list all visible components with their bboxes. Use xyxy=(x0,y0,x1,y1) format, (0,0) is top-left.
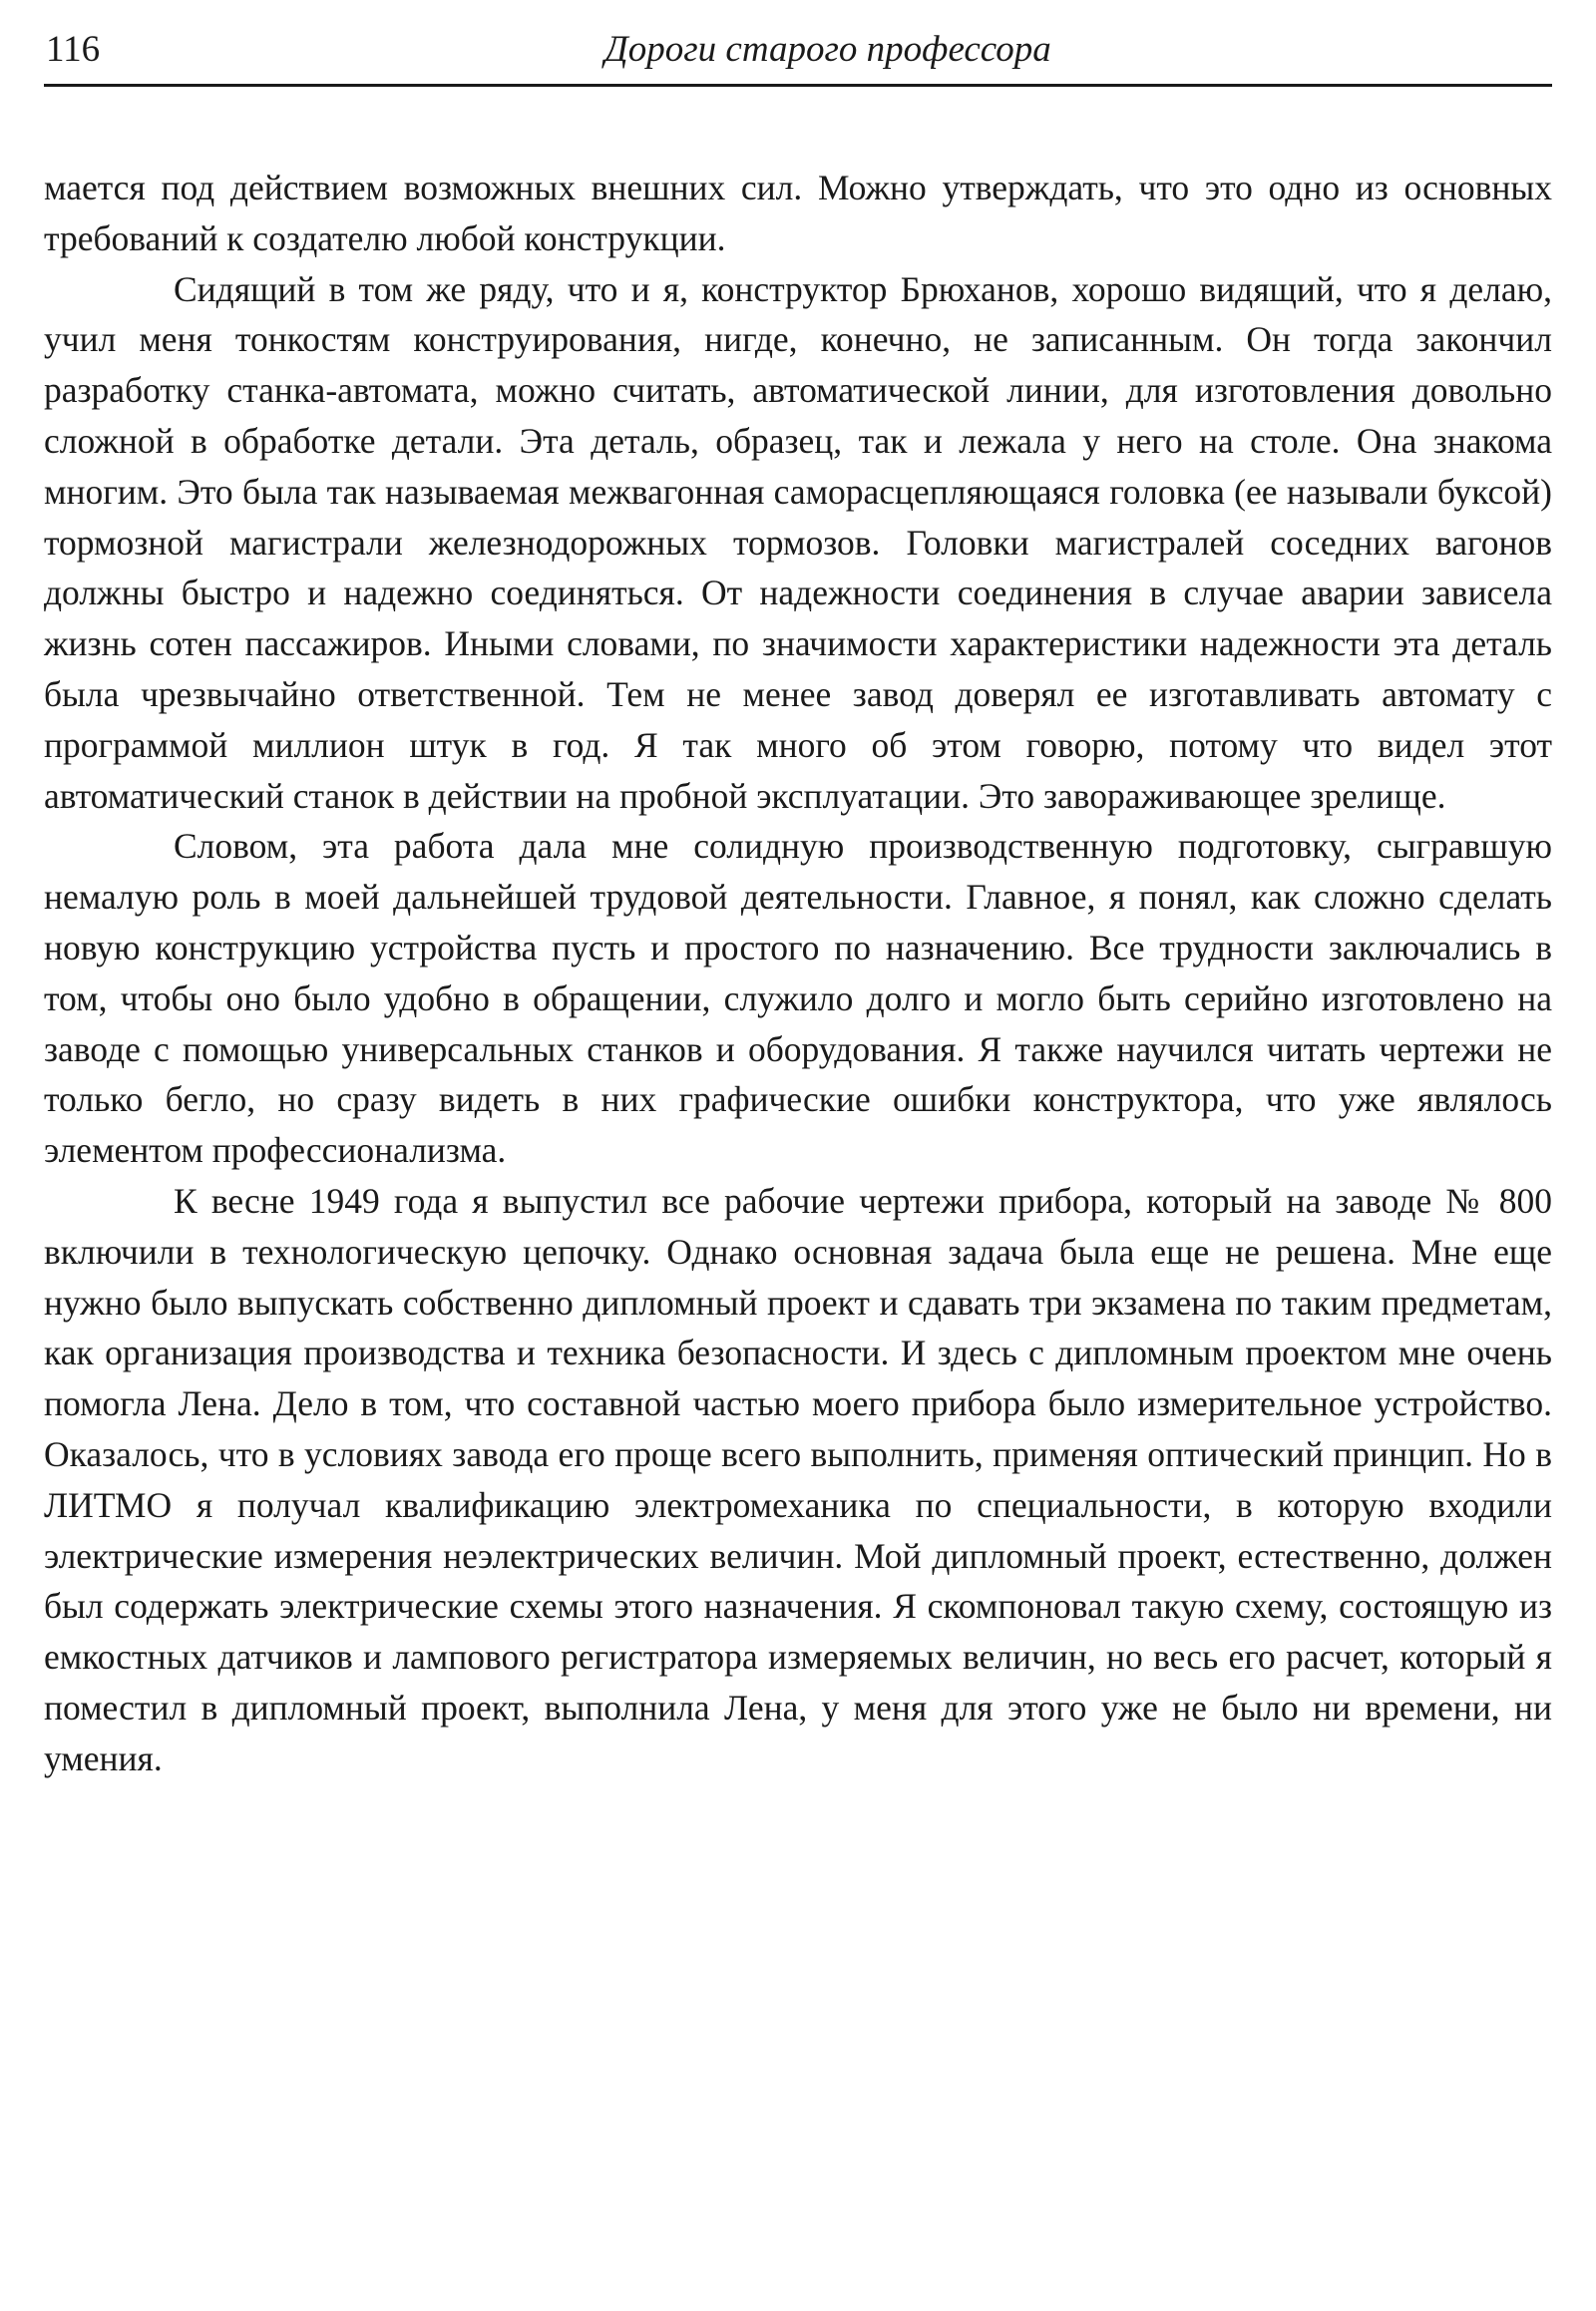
page-number: 116 xyxy=(46,29,101,70)
paragraph: Сидящий в том же ряду, что и я, конструктор Брюханов, хорошо видящий, что я делаю, учил меня тонкостям конструирования, нигде, конечно, не записанным. Он тогда закончил разработку станка-автомата, можно считать, автоматической линии, для изготовления довольно сложной в обработке детали. Эта деталь, образец, так и лежала у него на столе. Она знакома многим. Это была так называемая межвагонная саморасцепляющаяся головка (ее называли буксой) тормозной магистрали железнодорожных тормозов. Головки магистралей соседних вагонов должны быстро и надежно соединяться. От надежности соединения в случае аварии зависела жизнь сотен пассажиров. Иными словами, по значимости характеристики надежности эта деталь была чрезвычайно ответственной. Тем не менее завод доверял ее изготавливать автомату с программой миллион штук в год. Я так много об этом говорю, потому что видел этот автоматический станок в действии на пробной эксплуатации. Это завораживающее зрелище. xyxy=(44,268,1552,816)
running-header xyxy=(44,24,1552,87)
paragraph: К весне 1949 года я выпустил все рабочие чертежи прибора, который на заводе № 800 включили в технологическую цепочку. Однако основная задача была еще не решена. Мне еще нужно было выпускать собственно дипломный проект и сдавать три экзамена по таким предметам, как организация производства и техника безопасности. И здесь с дипломным проектом мне очень помогла Лена. Дело в том, что составной частью моего прибора было измерительное устройство. Оказалось, что в условиях завода его проще всего выполнить, применяя оптический принцип. Но в ЛИТМО я получал квалификацию электромеханика по специальности, в которую входили электрические измерения неэлектрических величин. Мой дипломный проект, естественно, должен был содержать электрические схемы этого назначения. Я скомпоновал такую схему, состоящую из емкостных датчиков и лампового регистратора измеряемых величин, но весь его расчет, который я поместил в дипломный проект, выполнила Лена, у меня для этого уже не было ни времени, ни умения. xyxy=(44,1180,1552,1778)
paragraph: Словом, эта работа дала мне солидную производственную подготовку, сыгравшую немалую роль в моей дальнейшей трудовой деятельности. Главное, я понял, как сложно сделать новую конструкцию устройства пусть и простого по назначению. Все трудности заключались в том, чтобы оно было удобно в обращении, служило долго и могло быть серийно изготовлено на заводе с помощью универсальных станков и оборудования. Я также научился читать чертежи не только бегло, но сразу видеть в них графические ошибки конструктора, что уже являлось элементом профессионализма. xyxy=(44,826,1552,1171)
body-text xyxy=(44,163,1552,1784)
book-page xyxy=(44,24,1552,1784)
paragraph-continued: мается под действием возможных внешних сил. Можно утверждать, что это одно из основных требований к создателю любой конструкции. xyxy=(44,168,1552,258)
book-title: Дороги старого профессора xyxy=(604,29,1051,70)
